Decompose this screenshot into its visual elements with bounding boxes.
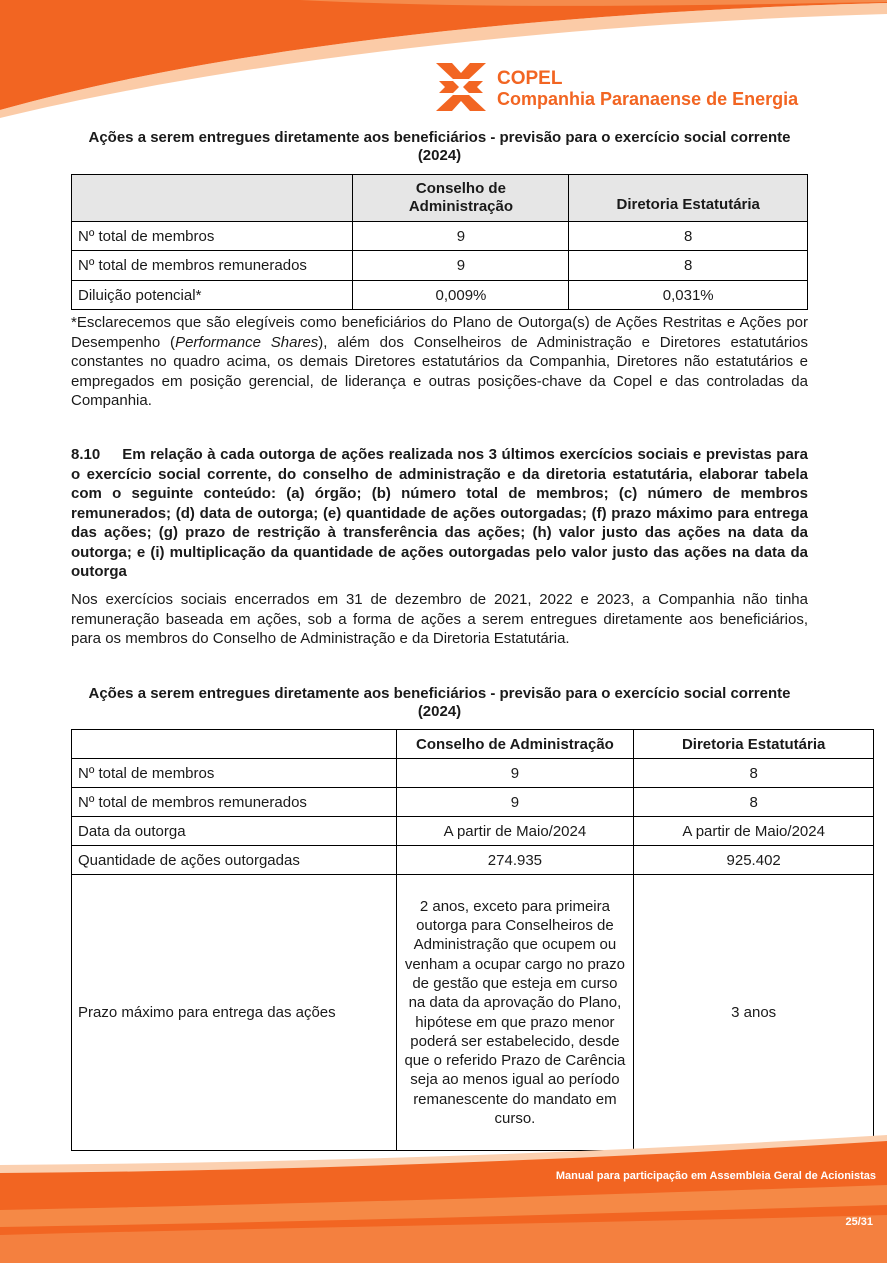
logo-brand-name: COPEL bbox=[497, 68, 563, 89]
table2-row-label: Quantidade de ações outorgadas bbox=[72, 846, 397, 875]
copel-logo bbox=[436, 63, 806, 113]
table-row bbox=[72, 281, 808, 310]
section-number: 8.10 bbox=[71, 446, 101, 463]
table2-row-value-diretoria: 8 bbox=[634, 759, 874, 788]
table1-row-value-conselho: 9 bbox=[353, 251, 569, 281]
page-number: 25/31 bbox=[845, 1216, 873, 1228]
table2-row-label: Data da outorga bbox=[72, 817, 397, 846]
copel-logo-mark-icon bbox=[436, 63, 486, 111]
table2-row-value-conselho: 2 anos, exceto para primeira outorga para Conselheiros de Administração que ocupem ou venham a ocupar cargo no prazo de gestão que esteja em curso na data da aprovação do Plano, hipótese em que prazo menor poderá ser estabelecido, desde que o referido Prazo de Carência seja ao menos igual ao período remanescente do mandato em curso. bbox=[396, 875, 634, 1151]
table2-row-label: Prazo máximo para entrega das ações bbox=[72, 875, 397, 1151]
table1-row-value-diretoria: 8 bbox=[569, 222, 808, 251]
table2-header-row bbox=[72, 730, 874, 759]
table1-header-row bbox=[72, 175, 808, 222]
table2-row-value-conselho: 9 bbox=[396, 788, 634, 817]
table2-header-empty bbox=[72, 730, 397, 759]
table2-row-value-conselho: 274.935 bbox=[396, 846, 634, 875]
table2-row-value-diretoria: 8 bbox=[634, 788, 874, 817]
table1-row-label: Nº total de membros remunerados bbox=[72, 251, 353, 281]
table2 bbox=[71, 729, 874, 1151]
table1 bbox=[71, 174, 808, 310]
table1-row-value-conselho: 0,009% bbox=[353, 281, 569, 310]
table1-title: Ações a serem entregues diretamente aos beneficiários - previsão para o exercício social corrente (2024) bbox=[88, 129, 791, 164]
table2-row-value-conselho: A partir de Maio/2024 bbox=[396, 817, 634, 846]
eligibility-note bbox=[71, 313, 808, 411]
footer-manual-title: Manual para participação em Assembleia Geral de Acionistas bbox=[555, 1170, 876, 1182]
table-row bbox=[72, 846, 874, 875]
section-body: Nos exercícios sociais encerrados em 31 de dezembro de 2021, 2022 e 2023, a Companhia não tinha remuneração baseada em ações, sob a forma de ações a serem entregues diretamente aos beneficiários, para os membros do Conselho de Administração e da Diretoria Estatutária. bbox=[71, 591, 808, 647]
note-text-end: ), além dos Conselheiros de Administração e Diretores estatutários constantes no quadro acima, os demais Diretores estatutários da Companhia, Diretores não estatutários e empregados em posição gerencial, de liderança e outras posições-chave da Copel e das controladas da Companhia. bbox=[71, 333, 808, 409]
logo-company-name: Companhia Paranaense de Energia bbox=[497, 89, 799, 109]
table1-header-diretoria: Diretoria Estatutária bbox=[569, 175, 808, 222]
table-row bbox=[72, 875, 874, 1151]
table1-row-value-diretoria: 8 bbox=[569, 251, 808, 281]
table1-header-empty bbox=[72, 175, 353, 222]
table1-header-conselho: Conselho de Administração bbox=[353, 175, 569, 222]
table-row bbox=[72, 759, 874, 788]
table-row bbox=[72, 222, 808, 251]
section-heading-text: Em relação à cada outorga de ações realizada nos 3 últimos exercícios sociais e previstas para o exercício social corrente, do conselho de administração e da diretoria estatutária, elaborar tabela com o seguinte conteúdo: (a) órgão; (b) número total de membros; (c) número de membros remunerados; (d) data de outorga; (e) quantidade de ações outorgadas; (f) prazo máximo para entrega das ações; (g) prazo de restrição à transferência das ações; (h) valor justo das ações na data da outorga; e (i) multiplicação da quantidade de ações outorgadas pelo valor justo das ações na data da outorga bbox=[71, 446, 808, 580]
table1-row-label: Nº total de membros bbox=[72, 222, 353, 251]
table2-row-value-diretoria: A partir de Maio/2024 bbox=[634, 817, 874, 846]
table-row bbox=[72, 251, 808, 281]
table2-row-value-diretoria: 925.402 bbox=[634, 846, 874, 875]
section-heading bbox=[71, 445, 808, 582]
table2-title: Ações a serem entregues diretamente aos beneficiários - previsão para o exercício social corrente (2024) bbox=[88, 685, 791, 720]
table2-row-value-conselho: 9 bbox=[396, 759, 634, 788]
table2-header-diretoria: Diretoria Estatutária bbox=[634, 730, 874, 759]
table2-row-label: Nº total de membros bbox=[72, 759, 397, 788]
note-text-italic: Performance Shares bbox=[175, 333, 319, 351]
table2-row-label: Nº total de membros remunerados bbox=[72, 788, 397, 817]
table2-header-conselho: Conselho de Administração bbox=[396, 730, 634, 759]
note-text-start: *Esclarecemos que são elegíveis como beneficiários do Plano de Outorga(s) de Ações Restritas e Ações por Desempenho ( bbox=[71, 314, 808, 351]
table1-row-label: Diluição potencial* bbox=[72, 281, 353, 310]
table1-row-value-conselho: 9 bbox=[353, 222, 569, 251]
bottom-decorative-band bbox=[0, 1135, 887, 1263]
table-row bbox=[72, 788, 874, 817]
table-row bbox=[72, 817, 874, 846]
table1-row-value-diretoria: 0,031% bbox=[569, 281, 808, 310]
table2-row-value-diretoria: 3 anos bbox=[634, 875, 874, 1151]
